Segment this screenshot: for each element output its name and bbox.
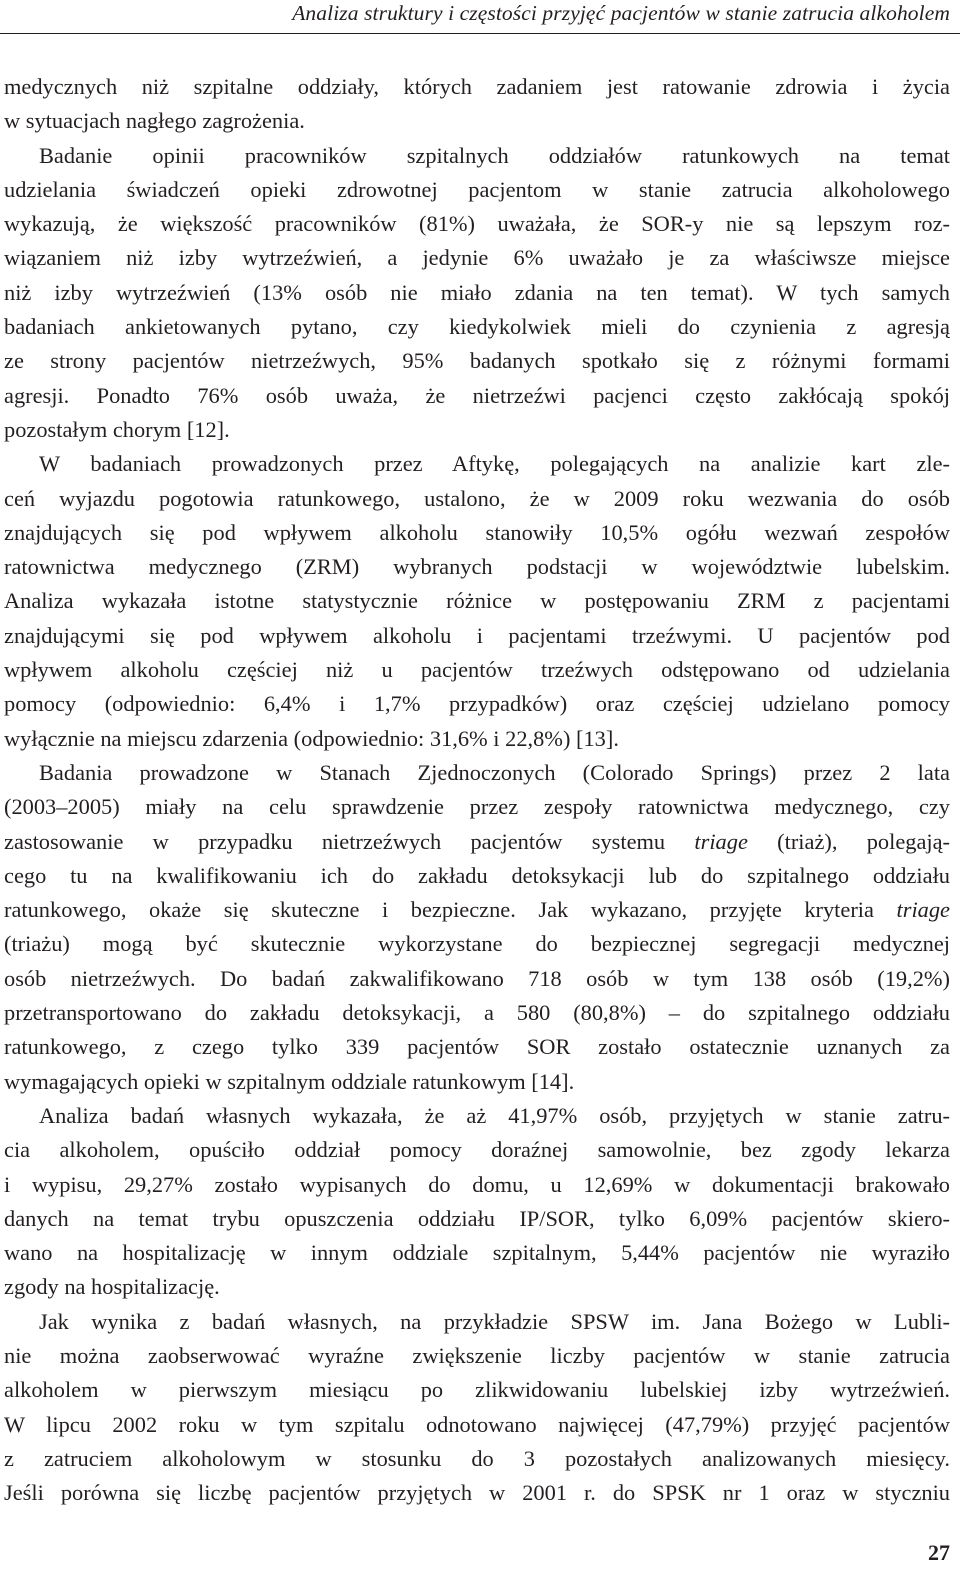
text-line: cia alkoholem, opuściło oddział pomocy doraźnej samowolnie, bez zgody lekarza bbox=[4, 1137, 950, 1163]
text-run: (triaż), polegają- bbox=[747, 828, 950, 854]
text-line: ratownictwa medycznego (ZRM) wybranych podstacji w województwie lubelskim. bbox=[4, 554, 950, 580]
text-line: osób nietrzeźwych. Do badań zakwalifikowano 718 osób w tym 138 osób (19,2%) bbox=[4, 965, 950, 991]
header-rule bbox=[0, 33, 960, 34]
text-line: alkoholem w pierwszym miesiącu po zlikwidowaniu lubelskiej izby wytrzeźwień. bbox=[4, 1377, 950, 1403]
text-run-italic: triage bbox=[694, 828, 748, 854]
text-line: przetransportowano do zakładu detoksykacji, a 580 (80,8%) – do szpitalnego oddziału bbox=[4, 1000, 950, 1026]
text-line: wpływem alkoholu częściej niż u pacjentów trzeźwych odstępowano od udzielania bbox=[4, 657, 950, 683]
text-line: niż izby wytrzeźwień (13% osób nie miało zdania na ten temat). W tych samych bbox=[4, 279, 950, 305]
text-line: medycznych niż szpitalne oddziały, których zadaniem jest ratowanie zdrowia i życia bbox=[4, 74, 950, 99]
text-run: ratunkowego, okaże się skuteczne i bezpieczne. Jak wykazano, przyjęte kryteria bbox=[4, 897, 897, 923]
text-line: ze strony pacjentów nietrzeźwych, 95% badanych spotkało się z różnymi formami bbox=[4, 348, 950, 374]
text-line: Badania prowadzone w Stanach Zjednoczonych (Colorado Springs) przez 2 lata bbox=[39, 759, 950, 785]
text-line: Badanie opinii pracowników szpitalnych oddziałów ratunkowych na temat bbox=[39, 142, 950, 168]
text-line: wykazują, że większość pracowników (81%) uważała, że SOR-y nie są lepszym roz- bbox=[4, 211, 950, 237]
text-line: wymagających opieki w szpitalnym oddziale ratunkowym [14]. bbox=[4, 1068, 575, 1094]
text-line: nie można zaobserwować wyraźne zwiększenie liczby pacjentów w stanie zatrucia bbox=[4, 1342, 950, 1368]
text-line: ceń wyjazdu pogotowia ratunkowego, ustalono, że w 2009 roku wezwania do osób bbox=[4, 485, 950, 511]
text-line: W lipcu 2002 roku w tym szpitalu odnotowano najwięcej (47,79%) przyjęć pacjentów bbox=[4, 1411, 950, 1437]
text-line: (triażu) mogą być skutecznie wykorzystane do bezpiecznej segregacji medycznej bbox=[4, 931, 950, 957]
text-line: znajdującymi się pod wpływem alkoholu i pacjentami trzeźwymi. U pacjentów pod bbox=[4, 622, 950, 648]
text-run: zastosowanie w przypadku nietrzeźwych pacjentów systemu bbox=[4, 828, 695, 854]
text-line: Jak wynika z badań własnych, na przykładzie SPSW im. Jana Bożego w Lubli- bbox=[39, 1308, 950, 1334]
text-line: pozostałym chorym [12]. bbox=[4, 416, 230, 442]
text-line: wano na hospitalizację w innym oddziale szpitalnym, 5,44% pacjentów nie wyraziło bbox=[4, 1240, 950, 1266]
body-text bbox=[4, 70, 950, 1510]
text-line: wyłącznie na miejscu zdarzenia (odpowiednio: 31,6% i 22,8%) [13]. bbox=[4, 725, 619, 751]
text-line: danych na temat trybu opuszczenia oddziału IP/SOR, tylko 6,09% pacjentów skiero- bbox=[4, 1205, 950, 1231]
text-line: udzielania świadczeń opieki zdrowotnej pacjentom w stanie zatrucia alkoholowego bbox=[4, 176, 950, 202]
text-line: ratunkowego, z czego tylko 339 pacjentów SOR zostało ostatecznie uznanych za bbox=[4, 1034, 950, 1060]
text-line: Analiza wykazała istotne statystycznie różnice w postępowaniu ZRM z pacjentami bbox=[4, 588, 950, 614]
text-line: pomocy (odpowiednio: 6,4% i 1,7% przypadków) oraz częściej udzielano pomocy bbox=[4, 691, 950, 717]
text-line: z zatruciem alkoholowym w stosunku do 3 pozostałych analizowanych miesięcy. bbox=[4, 1445, 950, 1471]
text-line: Analiza badań własnych wykazała, że aż 41,97% osób, przyjętych w stanie zatru- bbox=[39, 1102, 950, 1128]
text-line: wiązaniem niż izby wytrzeźwień, a jedynie 6% uważało je za właściwsze miejsce bbox=[4, 245, 950, 271]
page-number: 27 bbox=[928, 1540, 950, 1565]
running-head bbox=[0, 0, 960, 32]
text-line: W badaniach prowadzonych przez Aftykę, polegających na analizie kart zle- bbox=[39, 451, 950, 477]
text-line: cego tu na kwalifikowaniu ich do zakładu detoksykacji lub do szpitalnego oddziału bbox=[4, 862, 950, 888]
text-line: znajdujących się pod wpływem alkoholu stanowiły 10,5% ogółu wezwań zespołów bbox=[4, 519, 950, 545]
text-run-italic: triage bbox=[896, 897, 950, 923]
running-head-title: Analiza struktury i częstości przyjęć pacjentów w stanie zatrucia alkoholem bbox=[292, 1, 950, 25]
text-line: agresji. Ponadto 76% osób uważa, że nietrzeźwi pacjenci często zakłócają spokój bbox=[4, 382, 950, 408]
text-line: w sytuacjach nagłego zagrożenia. bbox=[4, 108, 305, 134]
text-line: zgody na hospitalizację. bbox=[4, 1274, 220, 1300]
text-line: badaniach ankietowanych pytano, czy kiedykolwiek mieli do czynienia z agresją bbox=[4, 314, 950, 340]
text-line: (2003–2005) miały na celu sprawdzenie przez zespoły ratownictwa medycznego, czy bbox=[4, 794, 950, 820]
text-line bbox=[4, 893, 950, 927]
text-line bbox=[4, 825, 950, 859]
text-line: Jeśli porówna się liczbę pacjentów przyjętych w 2001 r. do SPSK nr 1 oraz w styczniu bbox=[4, 1480, 950, 1506]
text-line: i wypisu, 29,27% zostało wypisanych do domu, u 12,69% w dokumentacji brakowało bbox=[4, 1171, 950, 1197]
